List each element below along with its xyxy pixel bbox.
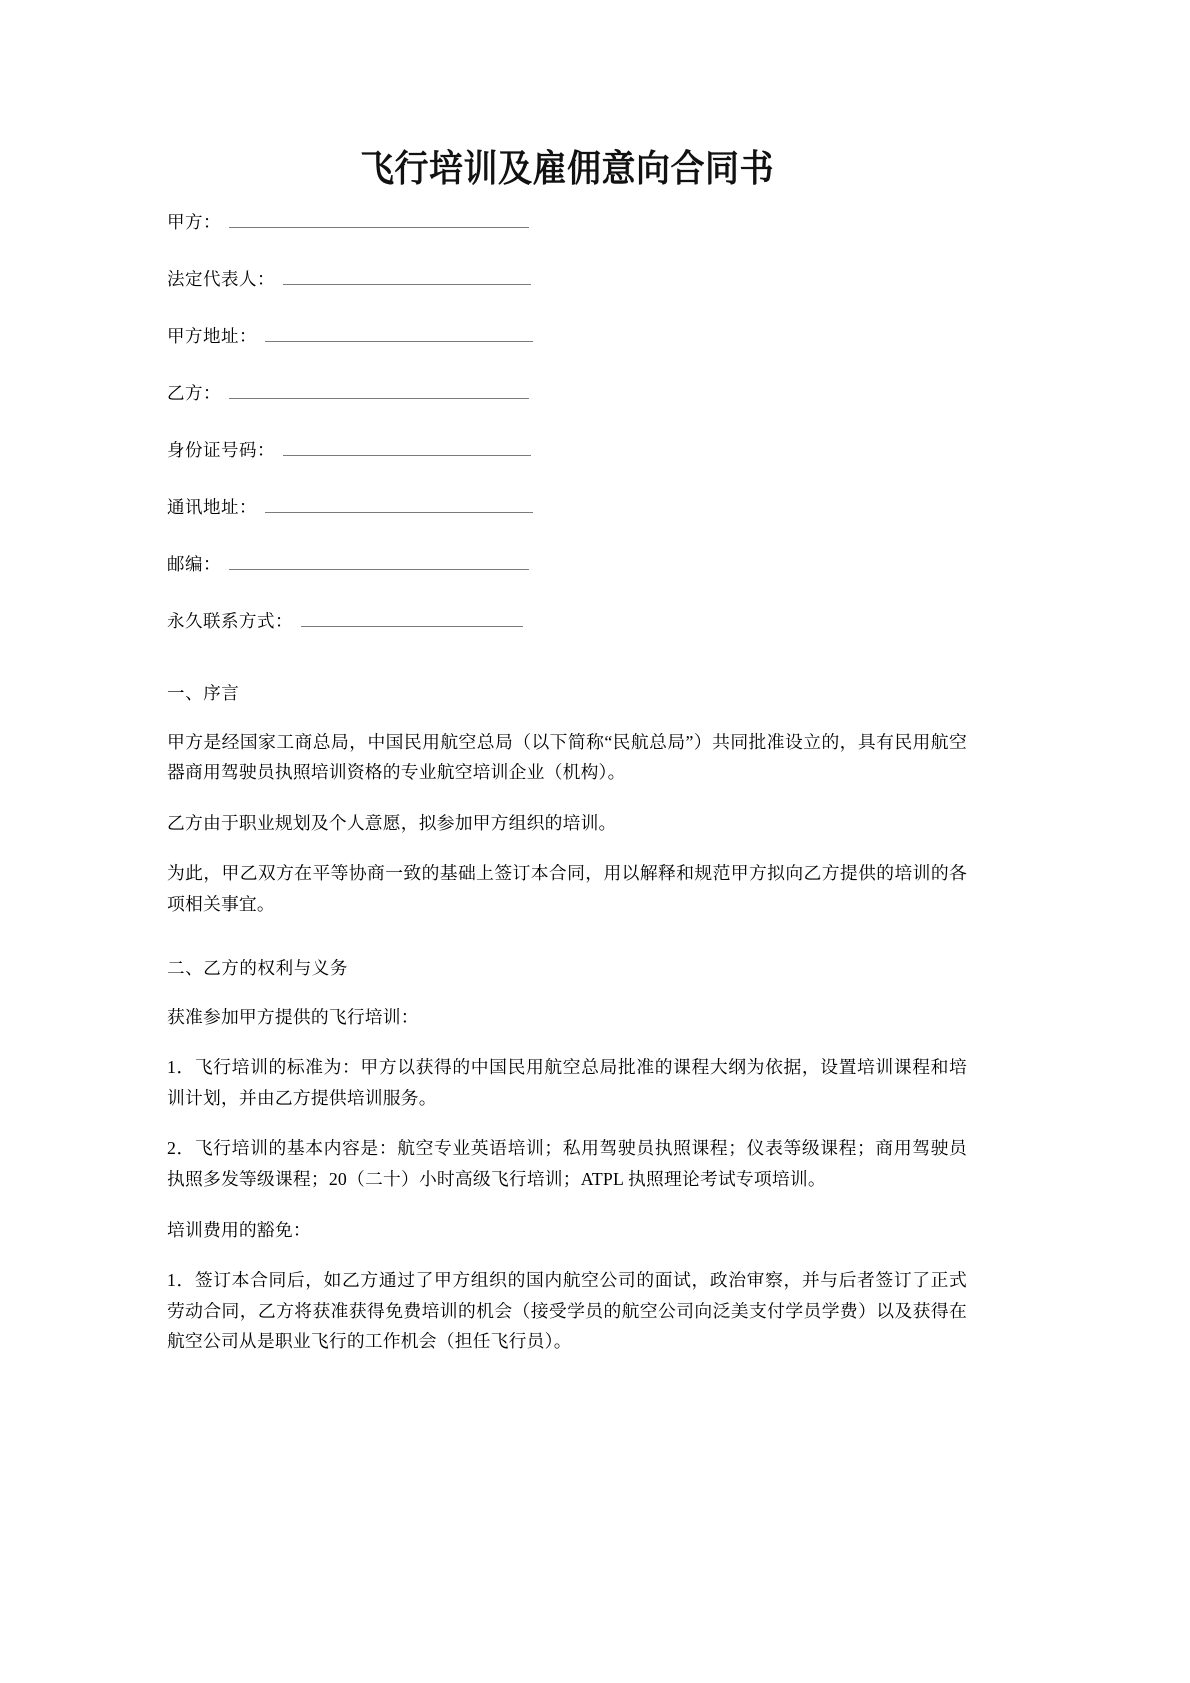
section-heading: 一、序言 xyxy=(167,682,240,703)
field-label: 邮编： xyxy=(167,553,221,574)
form-field-row xyxy=(167,323,967,380)
field-label: 甲方： xyxy=(167,211,221,232)
form-field-row xyxy=(167,266,967,323)
field-input-rule[interactable] xyxy=(229,553,529,570)
field-input-rule[interactable] xyxy=(265,325,533,342)
field-label: 身份证号码： xyxy=(167,439,275,460)
form-field-row xyxy=(167,380,967,437)
field-label: 甲方地址： xyxy=(167,325,257,346)
form-field-row xyxy=(167,608,967,665)
sub-heading: 培训费用的豁免： xyxy=(167,1219,311,1240)
field-label: 法定代表人： xyxy=(167,268,275,289)
body-paragraph: 甲方是经国家工商总局，中国民用航空总局（以下简称“民航总局”）共同批准设立的，具有民用航空器商用驾驶员执照培训资格的专业航空培训企业（机构）。 xyxy=(167,731,967,783)
section-heading: 二、乙方的权利与义务 xyxy=(167,957,348,978)
numbered-item: 1．飞行培训的标准为：甲方以获得的中国民用航空总局批准的课程大纲为依据，设置培训课程和培训计划，并由乙方提供培训服务。 xyxy=(167,1057,967,1108)
section-preamble xyxy=(167,665,967,940)
body-paragraph: 为此，甲乙双方在平等协商一致的基础上签订本合同，用以解释和规范甲方拟向乙方提供的培训的各项相关事宜。 xyxy=(167,863,967,914)
party-fields-block xyxy=(167,209,967,665)
field-input-rule[interactable] xyxy=(229,382,529,399)
body-paragraph: 乙方由于职业规划及个人意愿，拟参加甲方组织的培训。 xyxy=(167,812,617,833)
form-field-row xyxy=(167,437,967,494)
form-field-row xyxy=(167,494,967,551)
page-title: 飞行培训及雇佣意向合同书 xyxy=(360,147,774,190)
body-paragraph: 获准参加甲方提供的飞行培训： xyxy=(167,1006,419,1027)
field-input-rule[interactable] xyxy=(265,496,533,513)
form-field-row xyxy=(167,209,967,266)
field-input-rule[interactable] xyxy=(301,610,523,627)
field-label: 通讯地址： xyxy=(167,496,257,517)
numbered-item: 2．飞行培训的基本内容是：航空专业英语培训；私用驾驶员执照课程；仪表等级课程；商用驾驶员执照多发等级课程；20（二十）小时高级飞行培训；ATPL 执照理论考试专项培训。 xyxy=(167,1138,967,1190)
field-label: 永久联系方式： xyxy=(167,610,293,631)
field-input-rule[interactable] xyxy=(283,268,531,285)
section-party-b-rights xyxy=(167,940,967,1377)
document-content xyxy=(167,0,967,1377)
field-input-rule[interactable] xyxy=(229,211,529,228)
field-label: 乙方： xyxy=(167,382,221,403)
field-input-rule[interactable] xyxy=(283,439,531,456)
form-field-row xyxy=(167,551,967,608)
numbered-item: 1．签订本合同后，如乙方通过了甲方组织的国内航空公司的面试，政治审察，并与后者签订了正式劳动合同，乙方将获准获得免费培训的机会（接受学员的航空公司向泛美支付学员学费）以及获得在航空公司从是职业飞行的工作机会（担任飞行员）。 xyxy=(167,1270,967,1352)
